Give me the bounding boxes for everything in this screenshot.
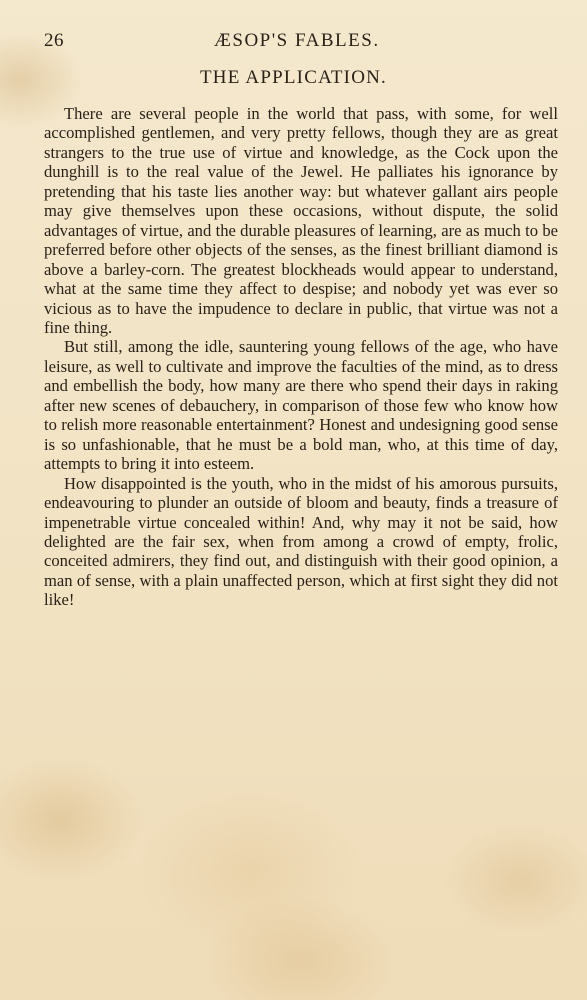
running-head <box>44 30 544 54</box>
paragraph: But still, among the idle, sauntering young fellows of the age, who have leisure, as well to cultivate and improve the faculties of the mind, as to dress and embellish the body, how many are there who spend their days in raking after new scenes of debauchery, in comparison of those few who know how to relish more reasonable entertainment? Honest and undesigning good sense is so unfashionable, that he must be a bold man, who, at this time of day, attempts to bring it into esteem. <box>44 337 558 474</box>
section-heading: THE APPLICATION. <box>199 67 388 88</box>
running-title: ÆSOP'S FABLES. <box>214 30 380 51</box>
paragraph: There are several people in the world that pass, with some, for well accomplished gentlemen, and very pretty fellows, though they are as great strangers to the true use of virtue and knowledge, as the Cock upon the dunghill is to the real value of the Jewel. He palliates his ignorance by pretending that his taste lies another way: but whatever gallant airs people may give themselves upon these occasions, without dispute, the solid advantages of virtue, and the durable pleasures of learning, are as much to be preferred before other objects of the senses, as the finest brilliant diamond is above a barley-corn. The greatest blockheads would appear to understand, what at the same time they affect to despise; and nobody yet was ever so vicious as to have the impudence to declare in public, that virtue was not a fine thing. <box>44 104 558 337</box>
paragraph: How disappointed is the youth, who in the midst of his amorous pursuits, endeavouring to plunder an outside of bloom and beauty, finds a treasure of impenetrable virtue concealed within! And, why may it not be said, how delighted are the fair sex, when from among a crowd of empty, frolic, conceited admirers, they find out, and distinguish with their good opinion, a man of sense, with a plain unaffected person, which at first sight they did not like! <box>44 473 558 610</box>
body-text <box>44 104 558 610</box>
page-number: 26 <box>44 30 64 51</box>
